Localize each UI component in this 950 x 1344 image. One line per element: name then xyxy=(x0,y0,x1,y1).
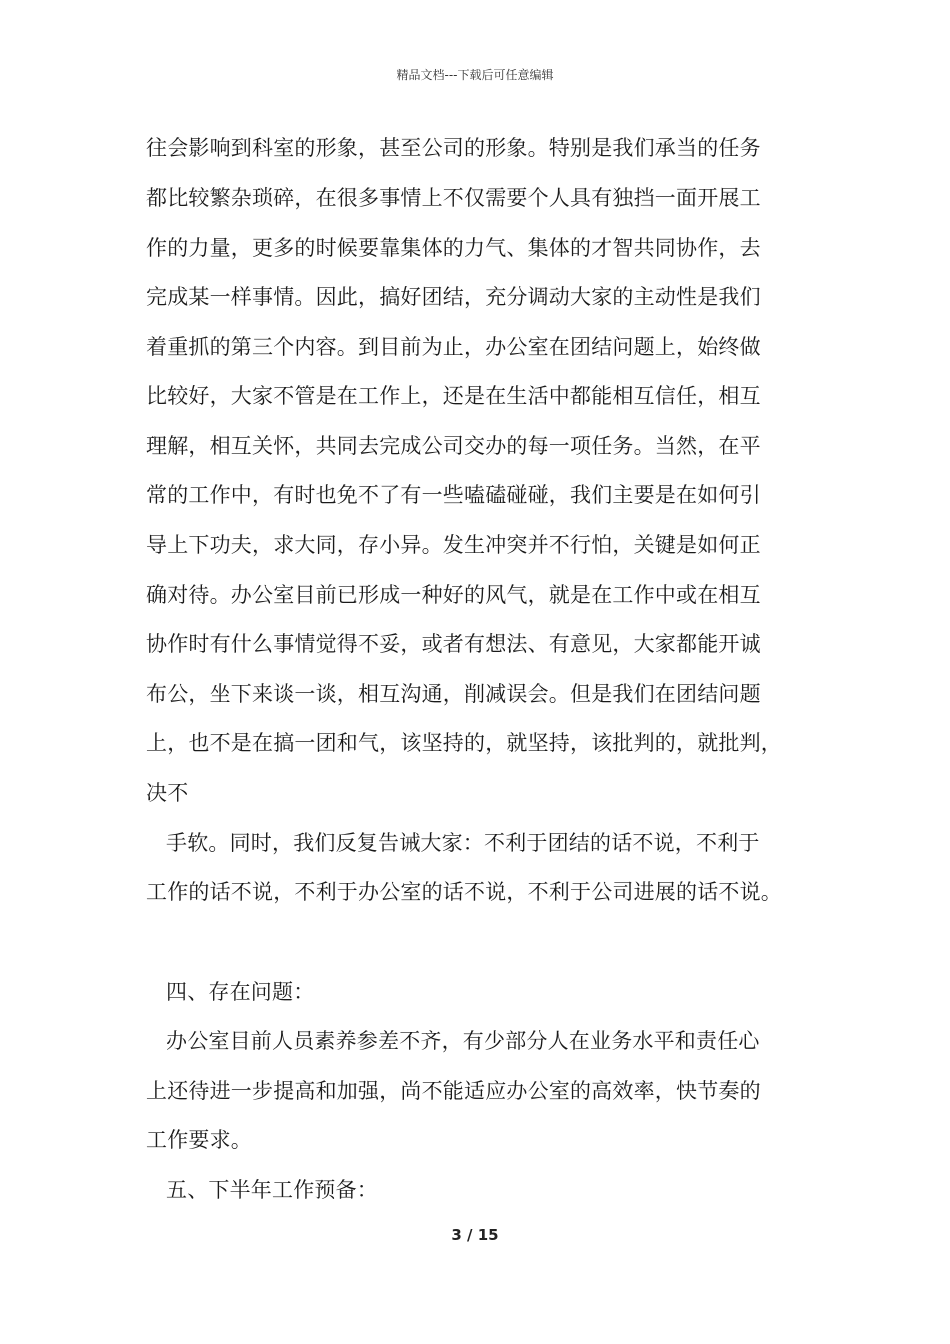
text-line: 布公，坐下来谈一谈，相互沟通，削减误会。但是我们在团结问题 xyxy=(146,682,761,706)
text-line: 上还待进一步提高和加强，尚不能适应办公室的高效率，快节奏的 xyxy=(146,1079,761,1103)
text-line: 往会影响到科室的形象，甚至公司的形象。特别是我们承当的任务 xyxy=(146,136,761,160)
text-line: 工作的话不说，不利于办公室的话不说，不利于公司进展的话不说。 xyxy=(146,880,782,904)
text-line: 比较好，大家不管是在工作上，还是在生活中都能相互信任，相互 xyxy=(146,384,761,408)
text-line: 协作时有什么事情觉得不妥，或者有想法、有意见，大家都能开诚 xyxy=(146,632,761,656)
text-line: 手软。同时，我们反复告诫大家：不利于团结的话不说，不利于 xyxy=(166,831,760,855)
text-line: 决不 xyxy=(146,781,189,805)
section-heading: 五、下半年工作预备： xyxy=(166,1178,378,1202)
text-line: 办公室目前人员素养参差不齐，有少部分人在业务水平和责任心 xyxy=(166,1029,760,1053)
page-number: 3 / 15 xyxy=(451,1226,499,1244)
text-line: 工作要求。 xyxy=(146,1128,252,1152)
text-line: 确对待。办公室目前已形成一种好的风气，就是在工作中或在相互 xyxy=(146,583,761,607)
text-line: 都比较繁杂琐碎，在很多事情上不仅需要个人具有独挡一面开展工 xyxy=(146,186,761,210)
text-line: 常的工作中，有时也免不了有一些嗑磕碰碰，我们主要是在如何引 xyxy=(146,483,761,507)
text-line: 导上下功夫，求大同，存小异。发生冲突并不行怕，关键是如何正 xyxy=(146,533,761,557)
text-line: 作的力量，更多的时候要靠集体的力气、集体的才智共同协作，去 xyxy=(146,236,761,260)
section-heading: 四、存在问题： xyxy=(166,980,315,1004)
document-header: 精品文档---下载后可任意编辑 xyxy=(396,68,554,82)
text-line: 完成某一样事情。因此，搞好团结，充分调动大家的主动性是我们 xyxy=(146,285,761,309)
text-line: 上，也不是在搞一团和气，该坚持的，就坚持，该批判的，就批判， xyxy=(146,731,782,755)
text-line: 着重抓的第三个内容。到目前为止，办公室在团结问题上，始终做 xyxy=(146,335,761,359)
text-line: 理解，相互关怀，共同去完成公司交办的每一项任务。当然，在平 xyxy=(146,434,761,458)
